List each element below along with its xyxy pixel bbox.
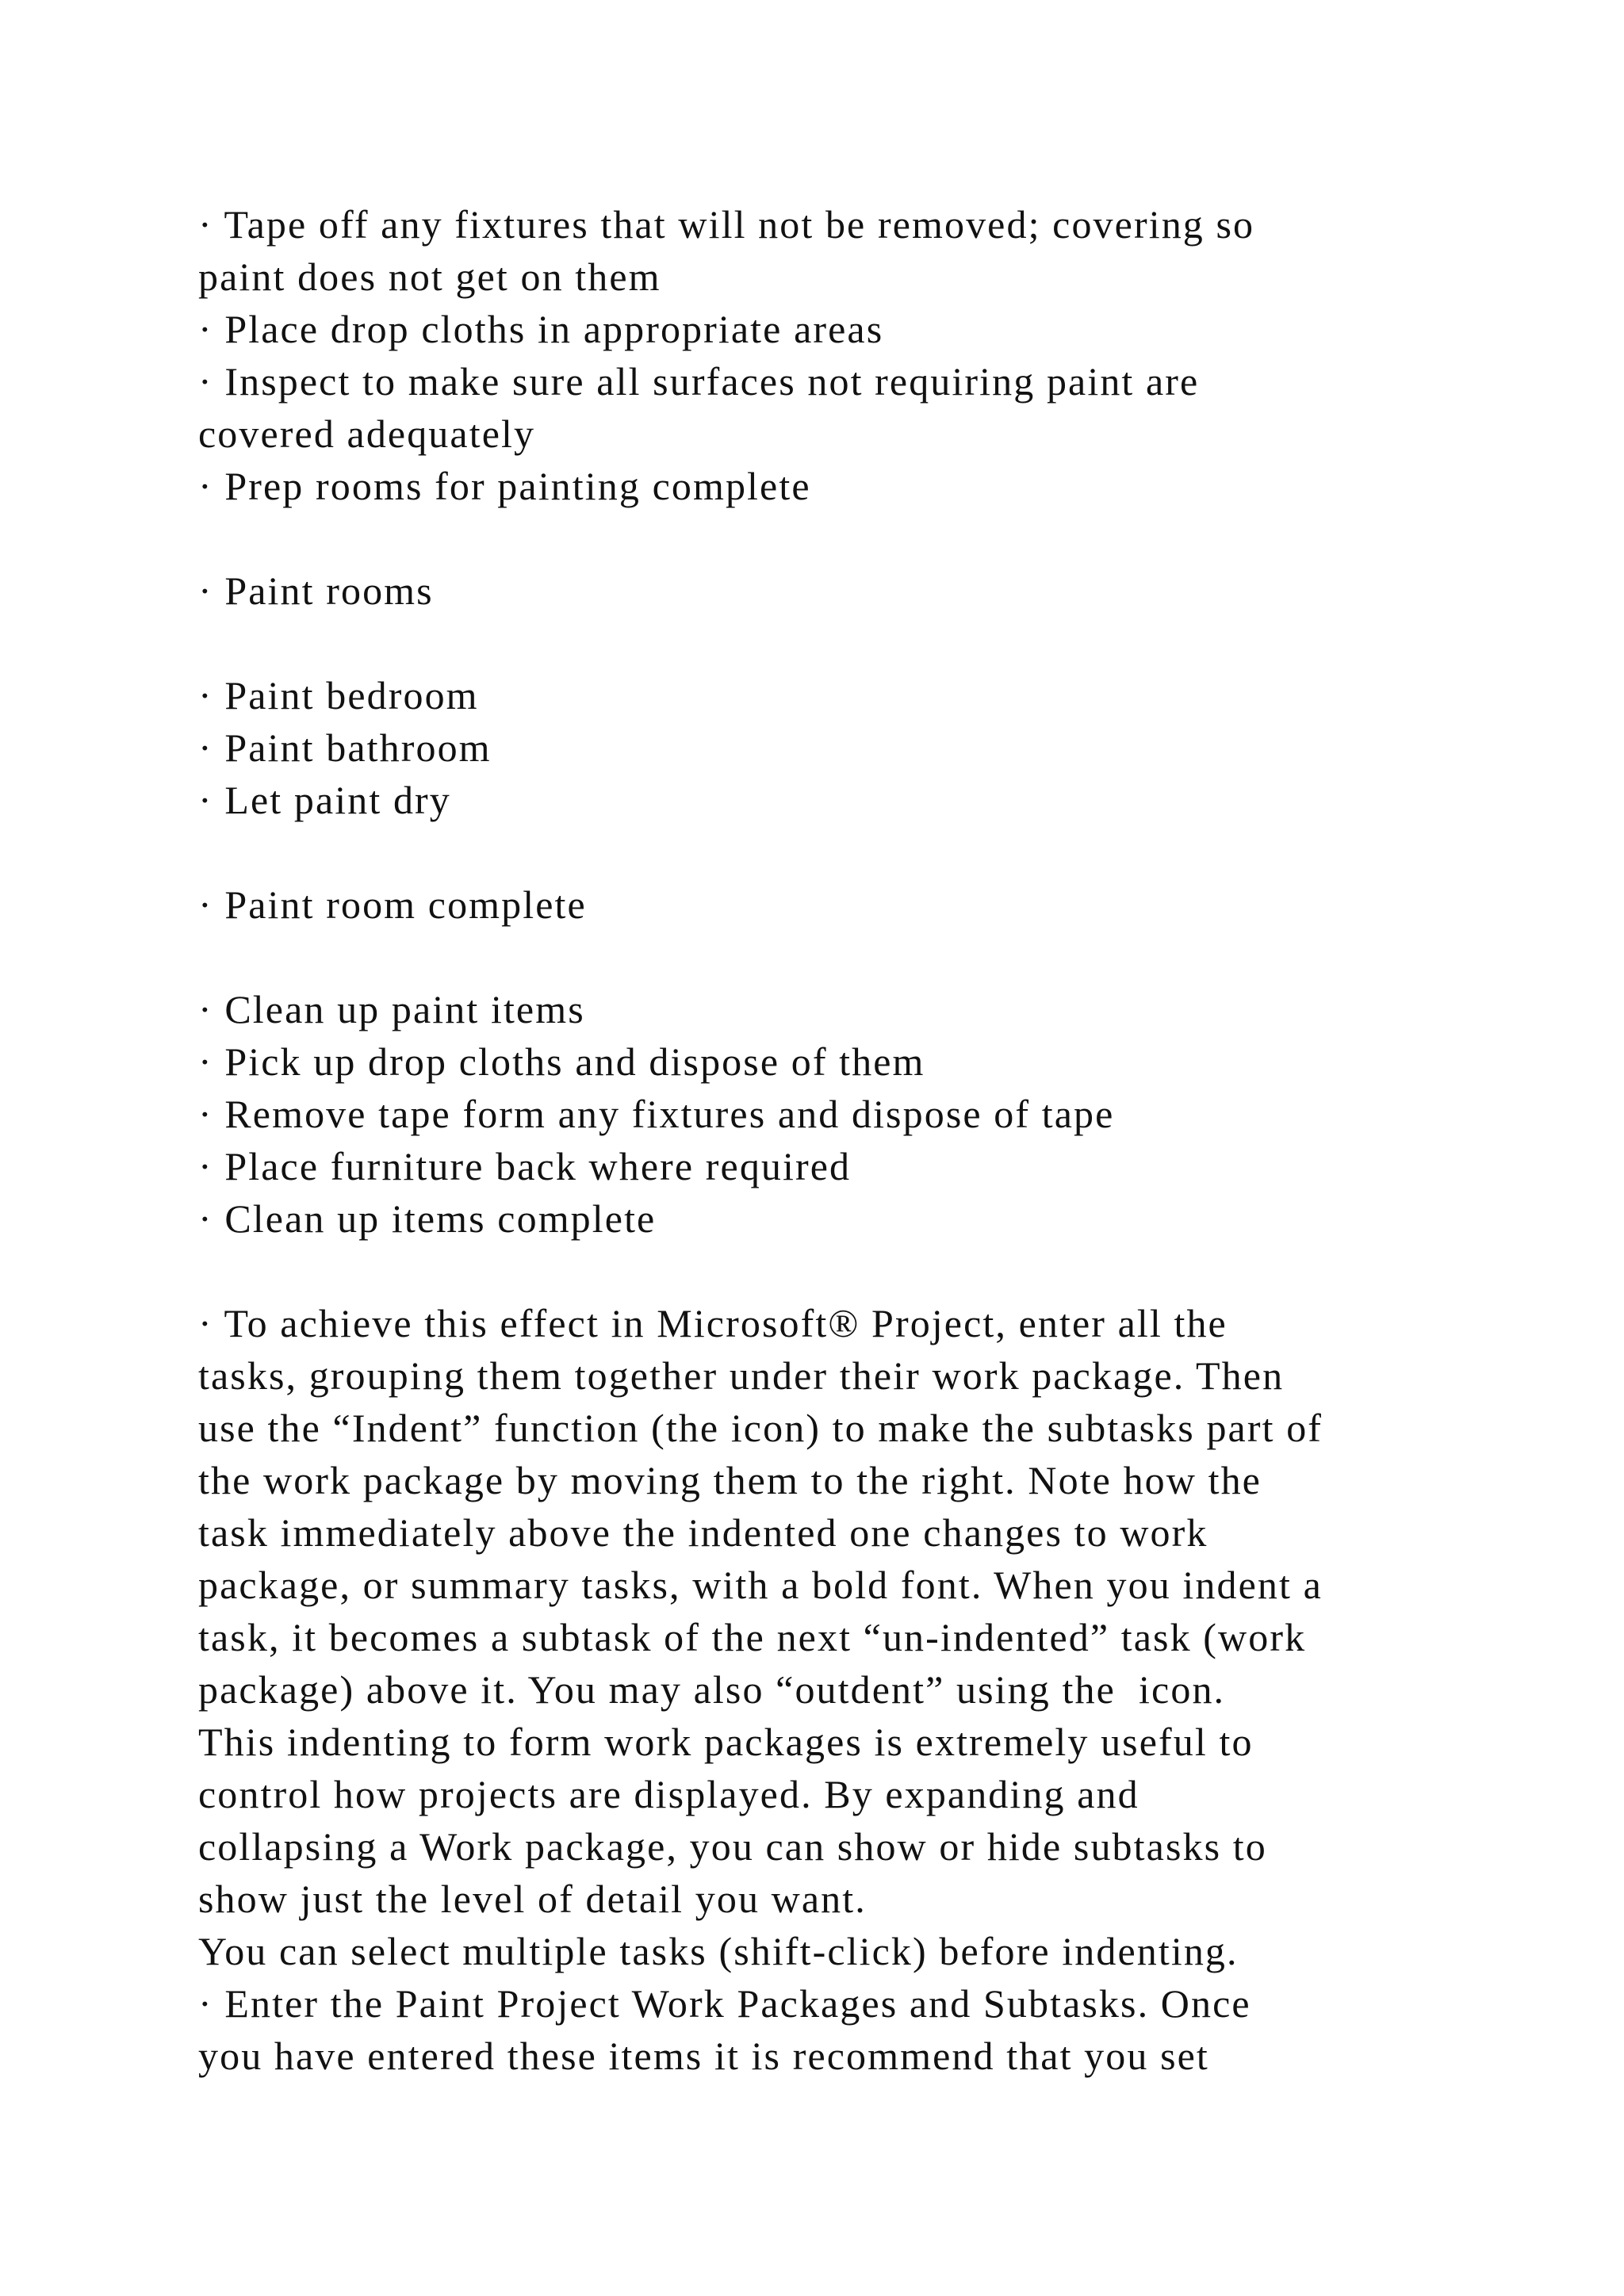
text-line: · Paint bathroom [198,725,492,770]
text-line: task, it becomes a subtask of the next “un-indented” task (work [198,1615,1307,1659]
text-line: · Clean up paint items [198,987,585,1031]
text-line: · Pick up drop cloths and dispose of them [198,1039,925,1084]
text-line: · Remove tape form any fixtures and dispose of tape [198,1092,1115,1136]
text-line: the work package by moving them to the right. Note how the [198,1458,1262,1502]
blank-line [198,826,1499,878]
text-line: · Tape off any fixtures that will not be removed; covering so [198,202,1255,247]
text-line: package) above it. You may also “outdent” using the icon. [198,1667,1226,1712]
text-line: · Paint rooms [198,568,434,613]
text-line: show just the level of detail you want. [198,1877,867,1921]
text-line: · Prep rooms for painting complete [198,464,811,508]
text-line: · To achieve this effect in Microsoft® Project, enter all the [198,1301,1228,1345]
text-line: control how projects are displayed. By expanding and [198,1772,1139,1816]
text-line: · Inspect to make sure all surfaces not requiring paint are [198,359,1200,404]
text-line: · Place furniture back where required [198,1144,852,1188]
text-line: You can select multiple tasks (shift-click) before indenting. [198,1929,1239,1973]
document-page [198,198,1499,2082]
text-line: paint does not get on them [198,254,661,299]
text-line: · Enter the Paint Project Work Packages and Subtasks. Once [198,1981,1251,2026]
text-line: collapsing a Work package, you can show or hide subtasks to [198,1824,1267,1869]
text-line: use the “Indent” function (the icon) to make the subtasks part of [198,1406,1323,1450]
text-line: package, or summary tasks, with a bold font. When you indent a [198,1563,1323,1607]
text-line: covered adequately [198,411,536,456]
text-line: tasks, grouping them together under their work package. Then [198,1353,1285,1398]
text-line: This indenting to form work packages is extremely useful to [198,1720,1254,1764]
blank-line [198,931,1499,983]
text-line: · Place drop cloths in appropriate areas [198,307,884,351]
blank-line [198,617,1499,669]
text-line: · Clean up items complete [198,1196,657,1241]
text-line: · Paint room complete [198,882,587,927]
blank-line [198,512,1499,564]
text-line: you have entered these items it is recommend that you set [198,2034,1209,2078]
text-line: task immediately above the indented one changes to work [198,1510,1208,1555]
blank-line [198,1245,1499,1297]
text-line: · Paint bedroom [198,673,479,718]
text-line: · Let paint dry [198,778,451,822]
